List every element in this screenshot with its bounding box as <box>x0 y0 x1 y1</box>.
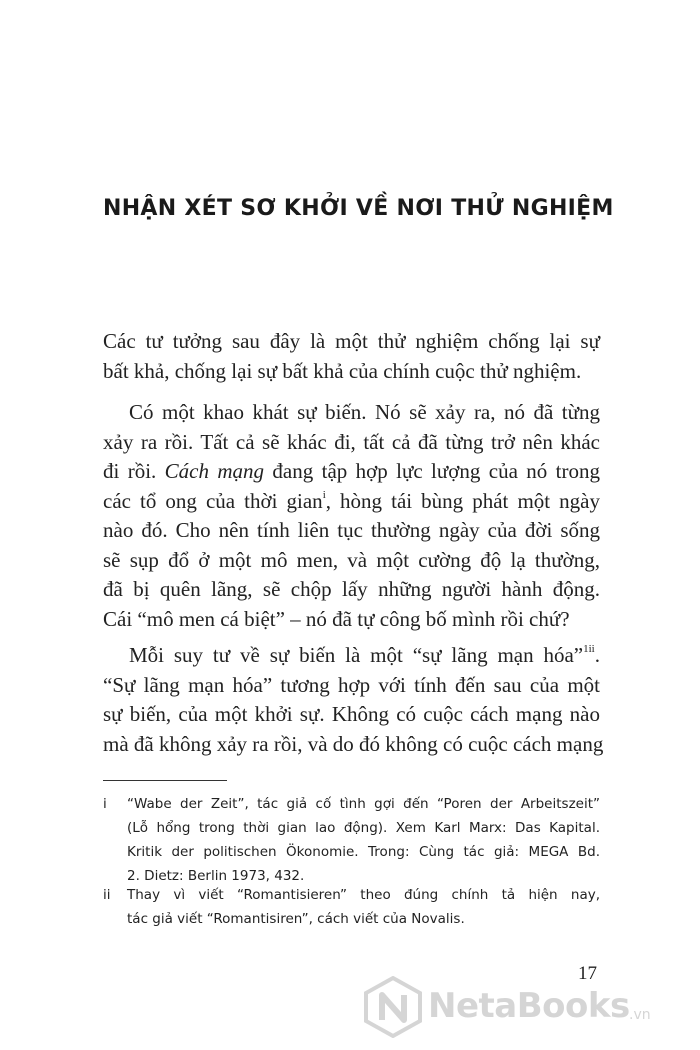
line-text: các tổ ong của thời gian <box>103 488 323 513</box>
chapter-title: NHẬN XÉT SƠ KHỞI VỀ NƠI THỬ NGHIỆM <box>103 196 614 221</box>
watermark-suffix: .vn <box>629 1007 651 1023</box>
paragraph-1 <box>103 327 600 386</box>
footnote-marker: i <box>103 796 107 812</box>
paragraph-3-line: “Sự lãng mạn hóa” tương hợp với tính đến sau của một <box>103 672 600 697</box>
paragraph-2-line: nào đó. Cho nên tính liên tục thường ngày của đời sống <box>103 518 600 542</box>
footnote-line: “Wabe der Zeit”, tác giả cố tình gợi đến “Poren der Arbeitszeit” <box>127 796 600 812</box>
footnote-line: 2. Dietz: Berlin 1973, 432. <box>127 868 305 884</box>
line-text: Mỗi suy tư về sự biến là một “sự lãng mạn hóa” <box>129 643 584 667</box>
paragraph-3 <box>103 641 604 759</box>
italic-term: Cách mạng <box>164 459 265 483</box>
paragraph-2-line: đã bị quên lãng, sẽ chộp lấy những người hành động. <box>103 577 600 601</box>
footnote-line: tác giả viết “Romantisiren”, cách viết của Novalis. <box>127 911 465 927</box>
footnote-line: Thay vì viết “Romantisieren” theo đúng chính tả hiện nay, <box>127 887 600 903</box>
paragraph-3-line: sự biến, của một khởi sự. Không có cuộc cách mạng nào <box>103 702 600 726</box>
footnote-divider <box>103 780 227 781</box>
paragraph-3-line: mà đã không xảy ra rồi, và do đó không có cuộc cách mạng <box>103 731 604 756</box>
line-text: đang tập hợp lực lượng của nó trong <box>264 459 600 483</box>
paragraph-2-line: Cái “mô men cá biệt” – nó đã tự công bố mình rồi chứ? <box>103 606 570 631</box>
paragraph-2-line: sẽ sụp đổ ở một mô men, và một cường độ lạ thường, <box>103 547 600 572</box>
footnote-ref: i <box>322 488 326 501</box>
watermark-brand: NetaBooks <box>428 986 630 1026</box>
paragraph-1-line: bất khả, chống lại sự bất khả của chính cuộc thử nghiệm. <box>103 358 582 383</box>
footnote-text <box>127 883 600 931</box>
paragraph-2 <box>103 398 600 634</box>
paragraph-3-line <box>103 641 600 671</box>
footnote-marker: ii <box>103 887 111 903</box>
line-text: . <box>594 643 600 667</box>
line-text: , hòng tái bùng phát một ngày <box>325 488 601 513</box>
paragraph-2-line <box>103 457 600 487</box>
netabooks-logo-icon <box>362 976 424 1038</box>
footnote-line: Kritik der politischen Ökonomie. Trong: Cùng tác giả: MEGA Bd. <box>127 844 600 860</box>
footnote-text <box>127 792 600 888</box>
line-text: đi rồi. <box>103 459 165 483</box>
paragraph-1-line: Các tư tưởng sau đây là một thử nghiệm chống lại sự <box>103 329 600 353</box>
footnote-line: (Lỗ hổng trong thời gian lao động). Xem Karl Marx: Das Kapital. <box>127 820 600 836</box>
page-number: 17 <box>578 963 597 984</box>
netabooks-watermark <box>362 972 682 1042</box>
paragraph-2-line: Có một khao khát sự biến. Nó sẽ xảy ra, nó đã từng <box>129 400 600 424</box>
footnote-ref: 1ii <box>583 643 595 655</box>
paragraph-2-line <box>103 487 600 517</box>
paragraph-2-line: xảy ra rồi. Tất cả sẽ khác đi, tất cả đã từng trở nên khác <box>103 429 600 454</box>
